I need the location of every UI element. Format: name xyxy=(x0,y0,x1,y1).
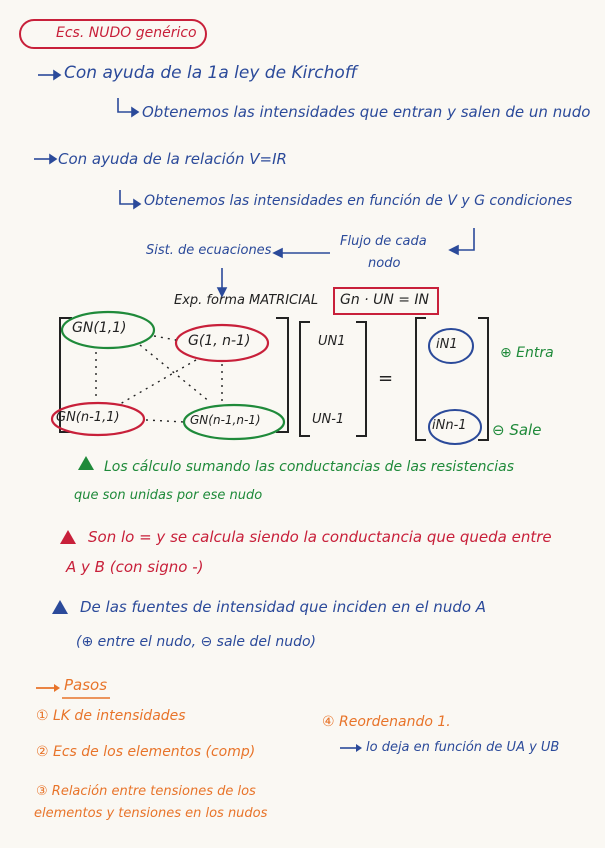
kirchoff-line: Con ayuda de la 1a ley de Kirchoff xyxy=(64,63,358,83)
enter-label: ⊕ Entra xyxy=(500,345,554,361)
matrix-g11: GN(1,1) xyxy=(72,320,127,336)
step-1: ① LK de intensidades xyxy=(36,708,186,724)
matrix-gn1: GN(n-1,1) xyxy=(56,410,120,425)
note-red-line-2: A y B (con signo -) xyxy=(66,558,204,576)
matrix-g1n: G(1, n-1) xyxy=(188,333,251,349)
warning-icon-green xyxy=(78,456,94,470)
vector-un: UN-1 xyxy=(312,412,345,427)
page-title: Ecs. NUDO genérico xyxy=(56,25,197,41)
flow-right-label-2: nodo xyxy=(368,256,401,271)
note-blue-line-1: De las fuentes de intensidad que inciden en el nudo A xyxy=(80,598,487,616)
flow-left-label: Sist. de ecuaciones xyxy=(146,243,272,258)
step-4: ④ Reordenando 1. xyxy=(322,714,451,730)
ohm-line: Con ayuda de la relación V=IR xyxy=(58,150,287,168)
note-red-line-1: Son lo = y se calcula siendo la conductancia que queda entre xyxy=(88,528,552,546)
step-4-sub: lo deja en función de UA y UB xyxy=(366,740,560,755)
step-2: ② Ecs de los elementos (comp) xyxy=(36,744,256,760)
warning-icon-red xyxy=(60,530,76,544)
exit-label: ⊖ Sale xyxy=(492,421,542,439)
matrix-gnn: GN(n-1,n-1) xyxy=(190,413,261,427)
steps-title: Pasos xyxy=(64,676,108,694)
flow-right-label-1: Flujo de cada xyxy=(340,234,427,249)
note-blue-line-2: (⊕ entre el nudo, ⊖ sale del nudo) xyxy=(76,634,316,650)
warning-icon-blue xyxy=(52,600,68,614)
step-3-line-2: elementos y tensiones en los nudos xyxy=(34,806,268,821)
kirchoff-sub-line: Obtenemos las intensidades que entran y salen de un nudo xyxy=(142,103,591,121)
matrix-formula: Gn · UN = IN xyxy=(340,292,430,308)
bullet-arrows xyxy=(34,71,60,163)
note-green-line-1: Los cálculo sumando las conductancias de las resistencias xyxy=(104,459,515,475)
step-3-line-1: ③ Relación entre tensiones de los xyxy=(36,784,256,799)
vector-i1: iN1 xyxy=(436,337,458,352)
vector-in: iNn-1 xyxy=(432,418,467,433)
matrix-label: Exp. forma MATRICIAL xyxy=(174,293,319,308)
note-green-line-2: que son unidas por ese nudo xyxy=(74,488,263,503)
ohm-sub-line: Obtenemos las intensidades en función de V y G condiciones xyxy=(144,193,573,209)
equals-sign: = xyxy=(378,368,394,389)
vector-u1: UN1 xyxy=(318,334,346,349)
